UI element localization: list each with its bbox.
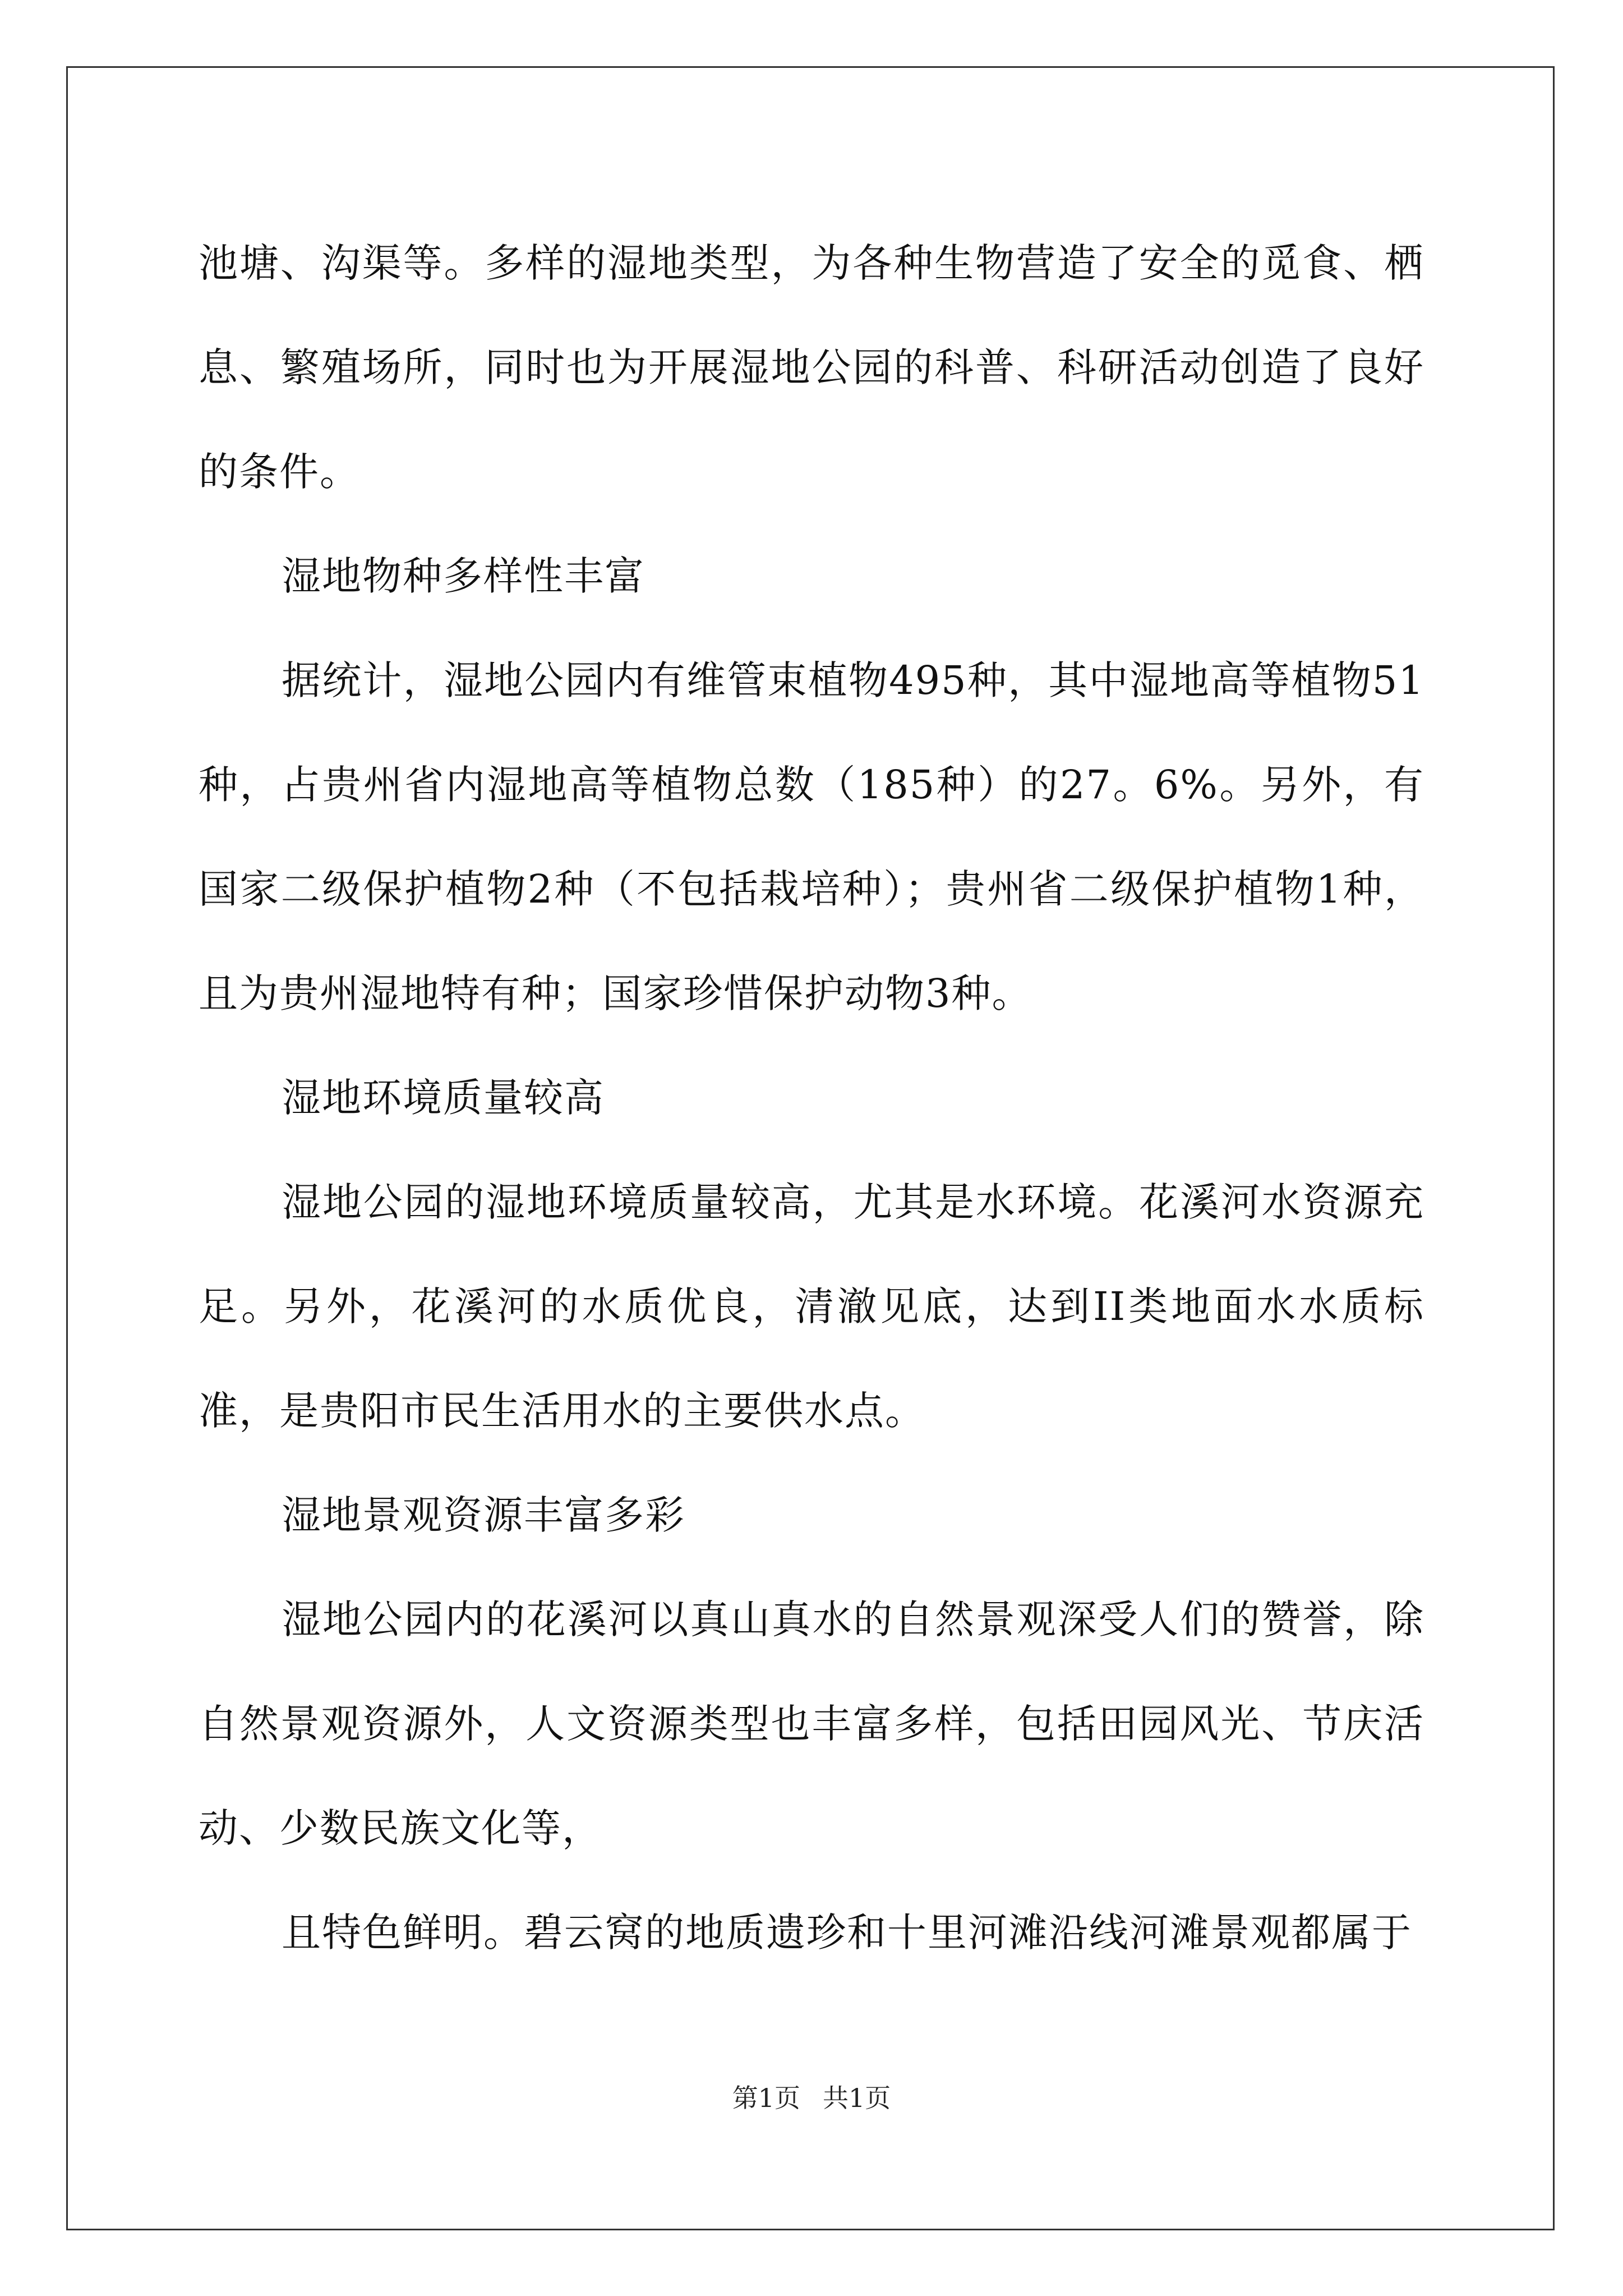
paragraph: 湿地公园内的花溪河以真山真水的自然景观深受人们的赞誉，除自然景观资源外，人文资源类型也丰富多样，包括田园风光、节庆活动、少数民族文化等， <box>199 1596 1424 1851</box>
section-heading: 湿地景观资源丰富多彩 <box>282 1492 685 1538</box>
page-footer <box>0 2081 1623 2115</box>
page-number-current: 第1页 <box>732 2083 800 2113</box>
page-number-total: 共1页 <box>823 2083 891 2113</box>
section-heading: 湿地环境质量较高 <box>282 1075 605 1121</box>
paragraph: 湿地公园的湿地环境质量较高，尤其是水环境。花溪河水资源充足。另外，花溪河的水质优良，清澈见底，达到II类地面水水质标准，是贵阳市民生活用水的主要供水点。 <box>199 1179 1424 1434</box>
paragraph: 池塘、沟渠等。多样的湿地类型，为各种生物营造了安全的觅食、栖息、繁殖场所，同时也为开展湿地公园的科普、科研活动创造了良好的条件。 <box>199 240 1424 495</box>
section-heading: 湿地物种多样性丰富 <box>282 553 645 599</box>
document-body <box>199 211 1424 1985</box>
paragraph: 且特色鲜明。碧云窝的地质遗珍和十里河滩沿线河滩景观都属于 <box>282 1910 1412 1955</box>
paragraph: 据统计，湿地公园内有维管束植物495种，其中湿地高等植物51种，占贵州省内湿地高等植物总数（185种）的27。6%。另外，有国家二级保护植物2种（不包括栽培种）；贵州省二级保护植物1种，且为贵州湿地特有种；国家珍惜保护动物3种。 <box>199 657 1424 1016</box>
